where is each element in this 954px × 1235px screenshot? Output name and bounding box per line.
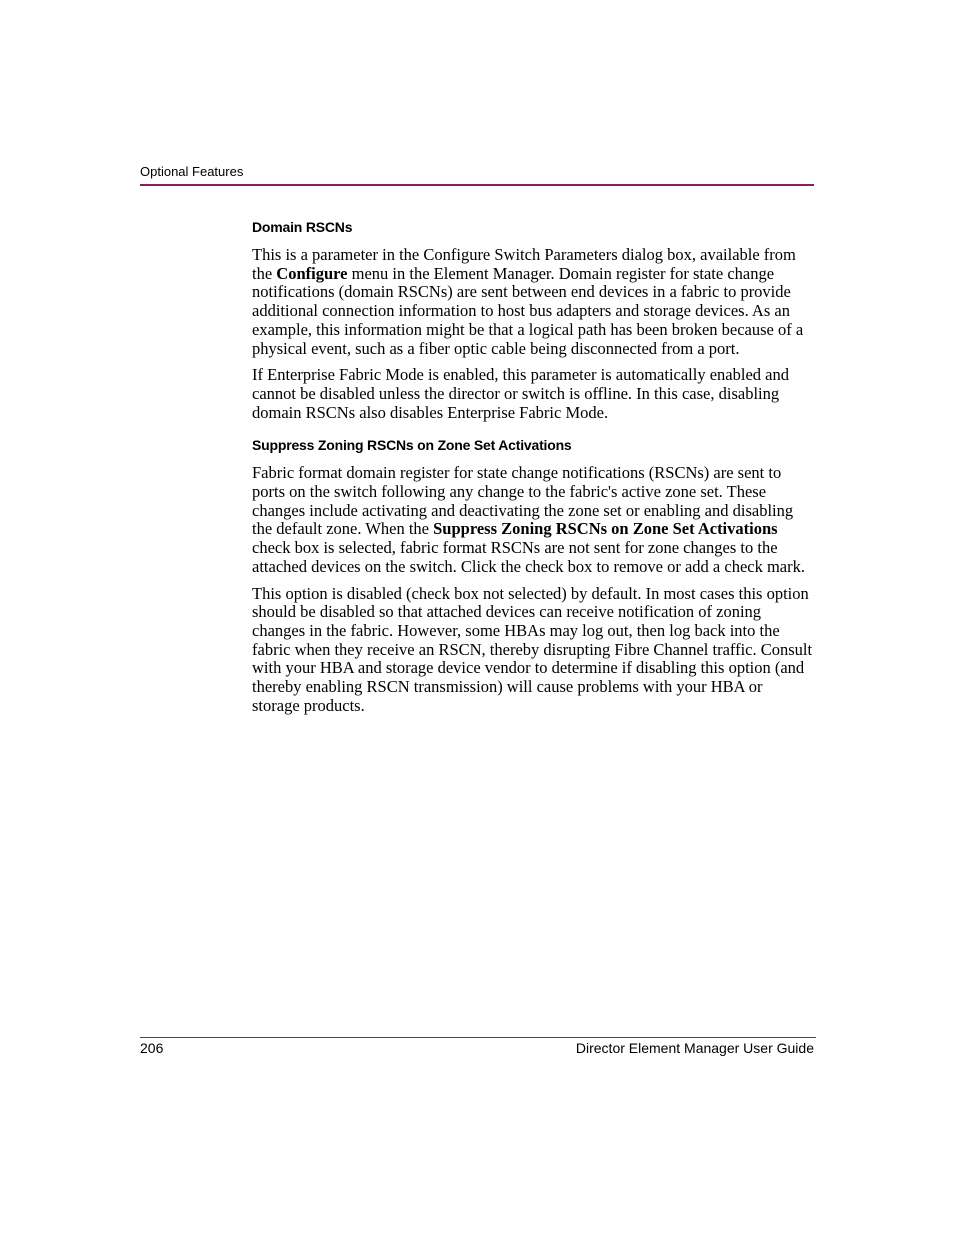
paragraph	[252, 464, 814, 576]
paragraph-text: check box is selected, fabric format RSCNs are not sent for zone changes to the attached devices on the switch. Click the check box to remove or add a check mark.	[252, 538, 805, 576]
page-content	[252, 218, 814, 723]
page-number: 206	[140, 1040, 164, 1056]
paragraph-text: Fabric format domain register for state change notifications (RSCNs) are sent to ports on the switch following any change to the fabric's active zone set. These changes include activating and deactivating the zone set or enabling and disabling the default zone. When the	[252, 463, 794, 539]
paragraph	[252, 246, 814, 358]
bold-term-configure: Configure	[276, 263, 348, 283]
header-rule	[140, 184, 814, 186]
paragraph: If Enterprise Fabric Mode is enabled, this parameter is automatically enabled and cannot be disabled unless the director or switch is offline. In this case, disabling domain RSCNs also disables Enterprise Fabric Mode.	[252, 365, 789, 422]
paragraph-text: menu in the Element Manager. Domain register for state change notifications (domain RSCNs) are sent between end devices in a fabric to provide additional connection information to host bus adapters and storage devices. As an example, this information might be that a logical path has been broken because of a physical event, such as a fiber optic cable being disconnected from a port.	[252, 263, 804, 358]
section-heading: Domain RSCNs	[252, 219, 353, 235]
bold-term-suppress-zoning: Suppress Zoning RSCNs on Zone Set Activations	[433, 519, 778, 539]
running-header: Optional Features	[140, 164, 244, 179]
section-domain-rscns	[252, 218, 814, 422]
paragraph-text: This is a parameter in the Configure Switch Parameters dialog box, available from the	[252, 245, 796, 283]
paragraph: This option is disabled (check box not selected) by default. In most cases this option should be disabled so that attached devices can receive notification of zoning changes in the fabric. However, some HBAs may log out, then log back into the fabric when they receive an RSCN, thereby disrupting Fibre Channel traffic. Consult with your HBA and storage device vendor to determine if disabling this option (and thereby enabling RSCN transmission) will cause problems with your HBA or storage products.	[252, 583, 813, 715]
section-heading: Suppress Zoning RSCNs on Zone Set Activations	[252, 437, 572, 454]
footer-rule	[140, 1037, 816, 1038]
section-suppress-zoning-rscns	[252, 436, 814, 715]
book-title: Director Element Manager User Guide	[575, 1040, 814, 1056]
